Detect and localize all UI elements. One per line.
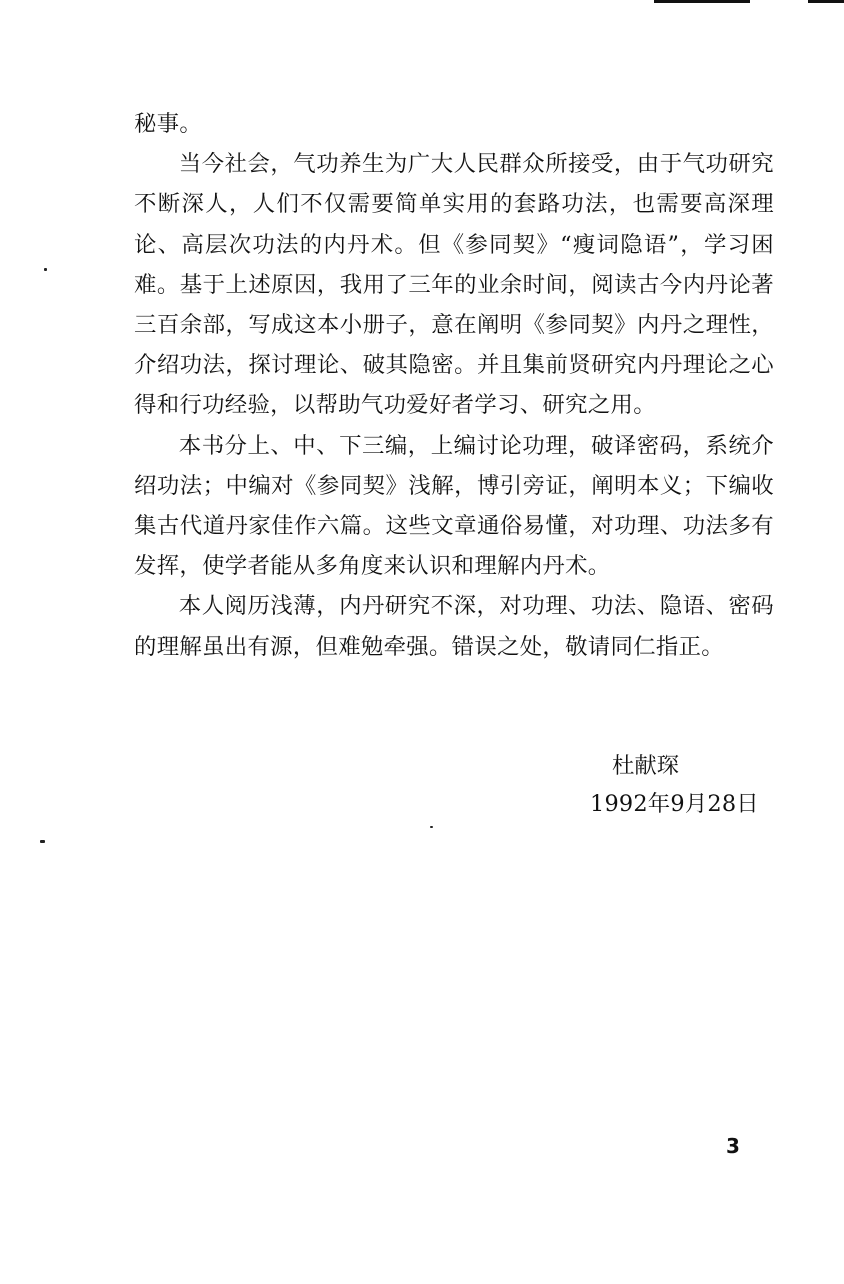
- scan-edge-mark: [808, 0, 844, 3]
- scan-edge-mark: [654, 0, 750, 3]
- signature-date: 1992年9月28日: [590, 791, 759, 817]
- paragraph-3: 本人阅历浅薄，内丹研究不深，对功理、功法、隐语、密码的理解虽出有源，但难勉牵强。错误之处，敬请同仁指正。: [134, 593, 774, 660]
- page-number: 3: [726, 1134, 740, 1158]
- scan-speck: [430, 826, 433, 828]
- scan-speck: [44, 268, 47, 271]
- opening-fragment: 秘事。: [134, 111, 203, 137]
- scan-speck: [40, 840, 45, 843]
- paragraph-1: 当今社会，气功养生为广大人民群众所接受，由于气功研究不断深人，人们不仅需要简单实用的套路功法，也需要高深理论、高层次功法的内丹术。但《参同契》“瘦词隐语”，学习困难。基于上述原因，我用了三年的业余时间，阅读古今内丹论著三百余部，写成这本小册子，意在阐明《参同契》内丹之理性，介绍功法，探讨理论、破其隐密。并且集前贤研究内丹理论之心得和行功经验，以帮助气功爱好者学习、研究之用。: [134, 151, 774, 419]
- paragraph-2: 本书分上、中、下三编，上编讨论功理，破译密码，系统介绍功法；中编对《参同契》浅解，博引旁证，阐明本义；下编收集古代道丹家佳作六篇。这些文章通俗易懂，对功理、功法多有发挥，使学者能从多角度来认识和理解内丹术。: [134, 432, 774, 580]
- body-text: [134, 104, 774, 667]
- author-signature: 杜献琛: [612, 753, 680, 779]
